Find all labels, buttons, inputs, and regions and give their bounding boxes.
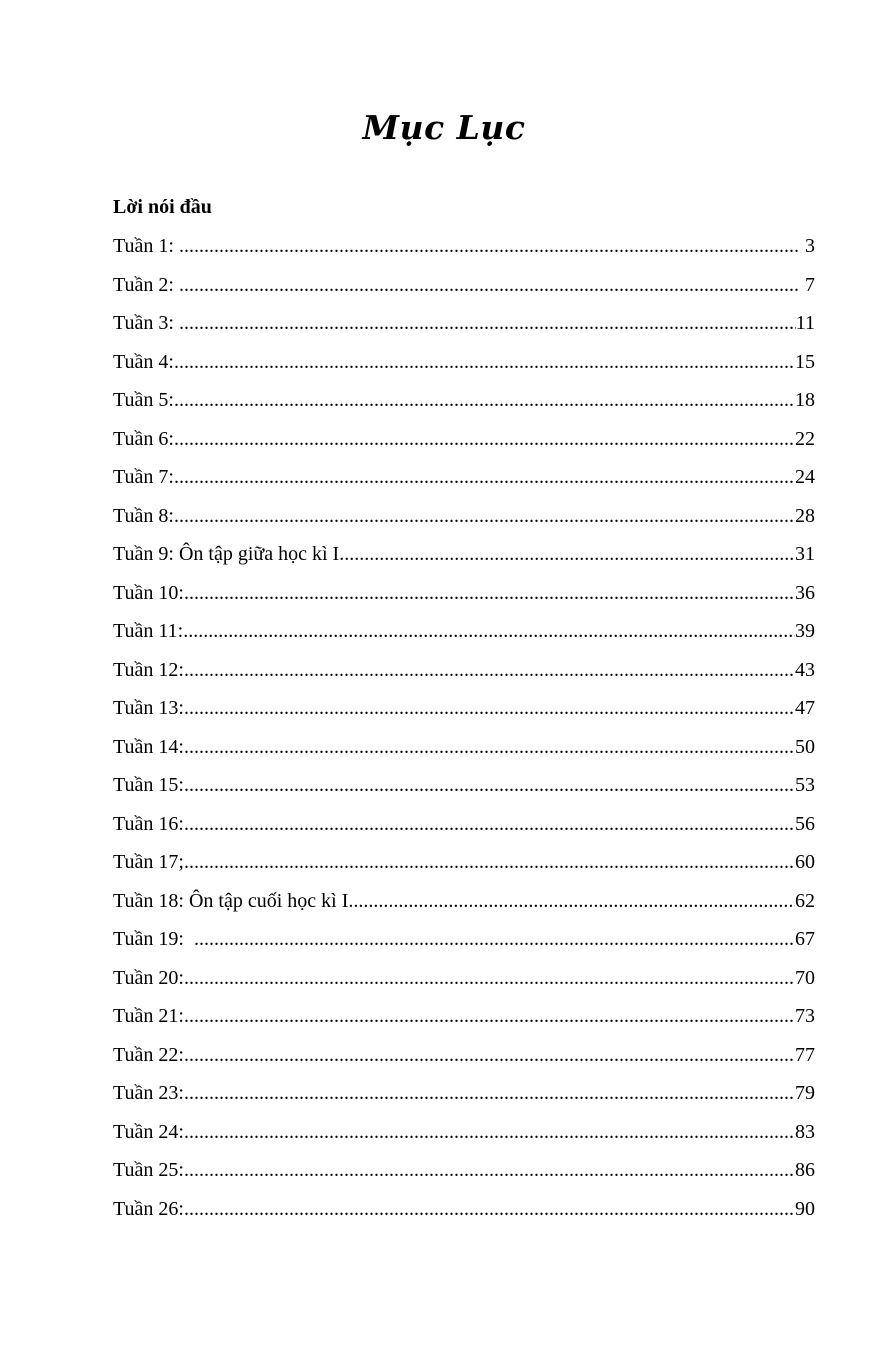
toc-dot-leader	[339, 539, 795, 569]
toc-entry-label: Tuần 12:	[113, 658, 184, 681]
toc-dot-leader	[184, 1040, 795, 1070]
toc-entry-page-number: 60	[795, 851, 815, 873]
toc-entry-page-number: 3	[800, 235, 815, 257]
toc-dot-leader	[184, 1117, 795, 1147]
toc-entry-label: Tuần 3:	[113, 312, 179, 334]
toc-dot-leader	[179, 270, 800, 300]
toc-entry[interactable]	[113, 1194, 815, 1233]
toc-entry[interactable]	[113, 231, 815, 270]
toc-entry-page-number: 56	[795, 812, 815, 835]
toc-entry-page-number: 70	[795, 966, 815, 989]
toc-entry-label: Tuần 13:	[113, 697, 184, 719]
toc-dot-leader	[184, 732, 795, 762]
toc-entry[interactable]	[113, 270, 815, 309]
toc-dot-leader	[183, 616, 795, 646]
toc-entry[interactable]	[113, 1001, 815, 1040]
toc-entry[interactable]	[113, 424, 815, 463]
toc-entry-page-number: 67	[795, 928, 815, 950]
toc-dot-leader	[179, 231, 800, 261]
toc-entry-page-number: 79	[795, 1082, 815, 1104]
toc-entry-label: Tuần 16:	[113, 812, 184, 835]
toc-entry-page-number: 11	[795, 312, 815, 334]
page-title: Mục Lục	[362, 108, 526, 147]
toc-entry[interactable]	[113, 1155, 815, 1194]
toc-dot-leader	[174, 462, 795, 492]
toc-entry[interactable]	[113, 578, 815, 617]
toc-dot-leader	[174, 385, 795, 415]
toc-dot-leader	[184, 655, 795, 685]
toc-entry-label: Tuần 2:	[113, 273, 179, 296]
toc-entry-page-number: 36	[795, 581, 815, 604]
toc-entry-page-number: 53	[795, 774, 815, 796]
toc-entry-label: Tuần 9: Ôn tập giữa học kì I	[113, 543, 340, 565]
toc-dot-leader	[348, 886, 795, 916]
toc-entry-page-number: 22	[795, 427, 815, 450]
toc-dot-leader	[174, 424, 795, 454]
toc-entry-page-number: 73	[795, 1005, 815, 1027]
toc-dot-leader	[184, 809, 795, 839]
toc-entry[interactable]	[113, 693, 815, 732]
toc-entry-label: Tuần 10:	[113, 581, 184, 604]
toc-entry-label: Tuần 1:	[113, 235, 179, 257]
toc-entry-label: Tuần 11:	[113, 620, 184, 642]
toc-entry-page-number: 86	[795, 1159, 815, 1181]
toc-entry[interactable]	[113, 963, 815, 1002]
toc-dot-leader	[194, 924, 795, 954]
toc-preface: Lời nói đầu	[113, 196, 212, 218]
toc-dot-leader	[184, 1155, 795, 1185]
toc-entry[interactable]	[113, 886, 815, 925]
toc-entry-label: Tuần 4:	[113, 350, 174, 373]
toc-entry-label: Tuần 17;	[113, 851, 184, 873]
toc-entry-label: Tuần 18: Ôn tập cuối học kì I	[113, 889, 349, 912]
toc-dot-leader	[174, 501, 795, 531]
toc-entry[interactable]	[113, 308, 815, 347]
toc-entry[interactable]	[113, 1040, 815, 1079]
toc-entry-page-number: 62	[795, 889, 815, 912]
toc-entry-label: Tuần 8:	[113, 504, 174, 527]
toc-entry-page-number: 39	[795, 620, 815, 642]
toc-entry-label: Tuần 25:	[113, 1159, 184, 1181]
toc-entry-page-number: 31	[795, 543, 815, 565]
toc-entry[interactable]	[113, 1117, 815, 1156]
toc-entry-label: Tuần 21:	[113, 1005, 184, 1027]
table-of-contents	[113, 231, 815, 1232]
toc-dot-leader	[184, 1001, 795, 1031]
toc-entry[interactable]	[113, 385, 815, 424]
toc-entry[interactable]	[113, 809, 815, 848]
toc-entry-page-number: 7	[800, 273, 815, 296]
toc-dot-leader	[184, 1078, 795, 1108]
toc-entry-page-number: 43	[795, 658, 815, 681]
toc-dot-leader	[184, 847, 795, 877]
toc-entry[interactable]	[113, 655, 815, 694]
toc-entry[interactable]	[113, 1078, 815, 1117]
toc-dot-leader	[184, 963, 795, 993]
toc-dot-leader	[184, 1194, 795, 1224]
toc-entry-page-number: 90	[795, 1197, 815, 1220]
toc-entry[interactable]	[113, 501, 815, 540]
toc-entry[interactable]	[113, 462, 815, 501]
toc-entry-label: Tuần 24:	[113, 1120, 184, 1143]
toc-entry-label: Tuần 23:	[113, 1082, 184, 1104]
toc-dot-leader	[174, 347, 795, 377]
toc-dot-leader	[179, 308, 796, 338]
toc-entry-page-number: 50	[795, 735, 815, 758]
toc-dot-leader	[184, 770, 795, 800]
toc-entry-label: Tuần 15:	[113, 774, 184, 796]
toc-entry-page-number: 18	[795, 389, 815, 411]
toc-entry-label: Tuần 6:	[113, 427, 174, 450]
toc-entry[interactable]	[113, 770, 815, 809]
toc-dot-leader	[184, 578, 795, 608]
toc-entry[interactable]	[113, 847, 815, 886]
toc-entry-page-number: 28	[795, 504, 815, 527]
toc-entry-label: Tuần 20:	[113, 966, 184, 989]
toc-entry-page-number: 15	[795, 350, 815, 373]
toc-entry-page-number: 47	[795, 697, 815, 719]
toc-entry[interactable]	[113, 347, 815, 386]
toc-entry[interactable]	[113, 732, 815, 771]
toc-entry-page-number: 83	[795, 1120, 815, 1143]
toc-dot-leader	[184, 693, 795, 723]
toc-entry-label: Tuần 19:	[113, 928, 194, 950]
toc-entry-label: Tuần 26:	[113, 1197, 184, 1220]
toc-entry[interactable]	[113, 539, 815, 578]
toc-entry-label: Tuần 14:	[113, 735, 184, 758]
toc-entry[interactable]	[113, 616, 815, 655]
toc-entry-label: Tuần 5:	[113, 389, 174, 411]
toc-entry-page-number: 24	[795, 466, 815, 488]
toc-entry-page-number: 77	[795, 1043, 815, 1066]
toc-entry-label: Tuần 22:	[113, 1043, 184, 1066]
toc-entry-label: Tuần 7:	[113, 466, 174, 488]
toc-entry[interactable]	[113, 924, 815, 963]
